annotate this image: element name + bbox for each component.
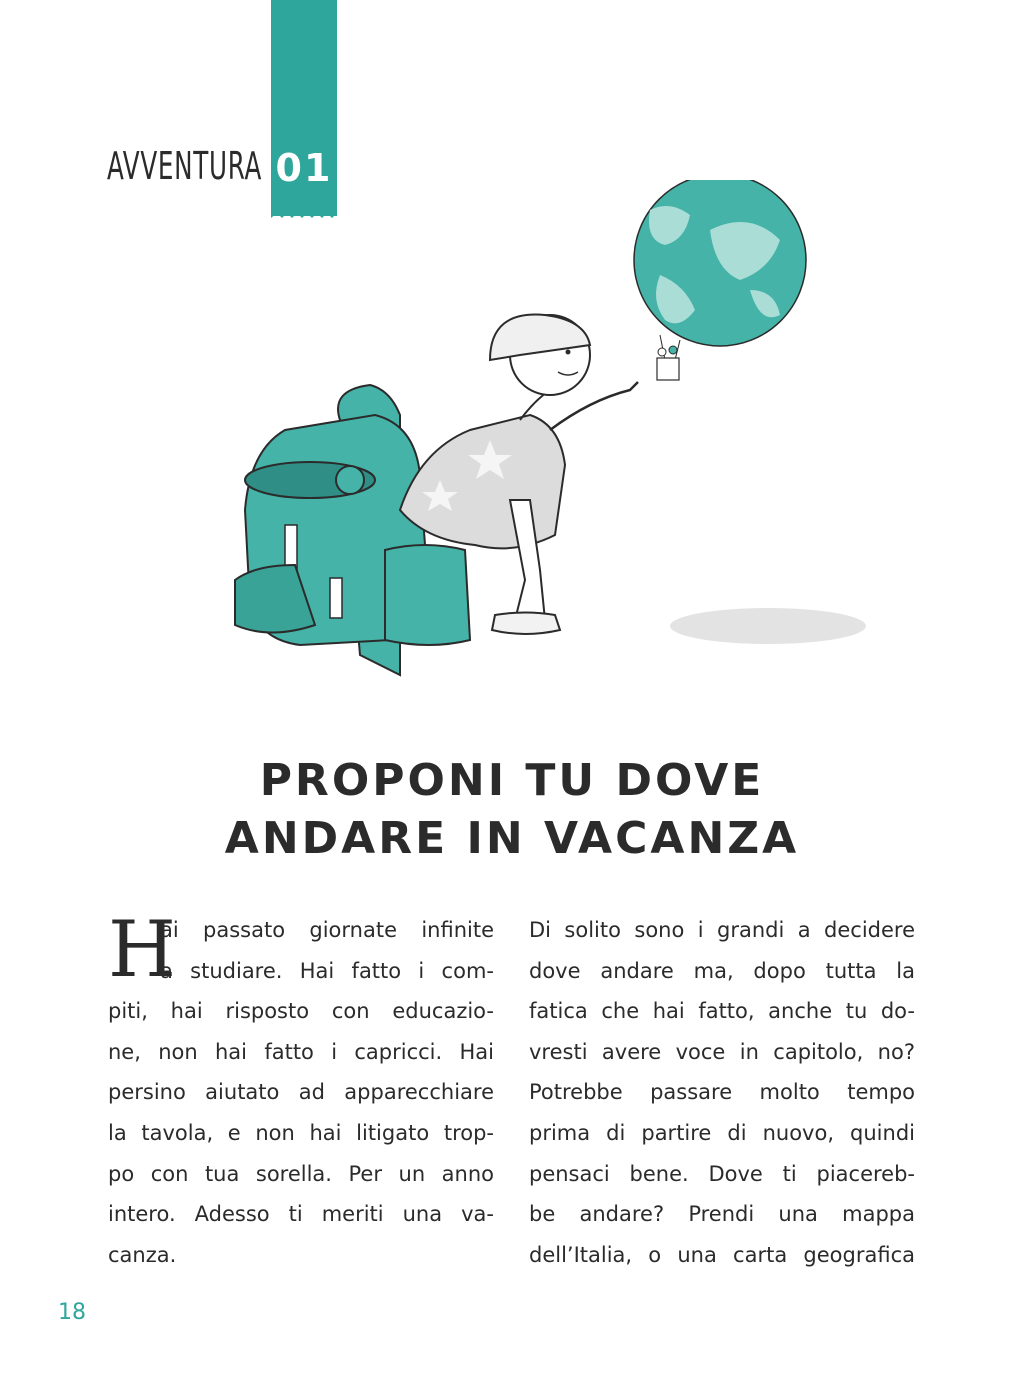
body-line: ai passato giornate infinite <box>160 918 494 942</box>
body-line: dove andare ma, dopo tutta la <box>529 958 915 983</box>
body-line: vresti avere voce in capitolo, no? <box>529 1039 915 1064</box>
chapter-label: AVVENTURA <box>107 144 263 188</box>
body-line: la tavola, e non hai litigato trop- <box>108 1120 494 1145</box>
body-line: fatica che hai fatto, anche tu do- <box>529 999 915 1024</box>
body-line: piti, hai risposto con educazio- <box>108 999 494 1024</box>
body-line: Di solito sono i grandi a decidere <box>529 918 915 942</box>
body-line: Potrebbe passare molto tempo <box>529 1080 915 1105</box>
traveler-illustration <box>190 180 890 680</box>
body-line: be andare? Prendi una mappa <box>529 1202 915 1227</box>
drop-cap: H <box>108 905 177 995</box>
article-title <box>0 752 1024 868</box>
body-line: pensaci bene. Dove ti piacereb- <box>529 1161 915 1186</box>
body-line: po con tua sorella. Per un anno <box>108 1161 494 1186</box>
body-column-left <box>108 905 494 1275</box>
body-line: ne, non hai fatto i capricci. Hai <box>108 1039 494 1064</box>
body-line: intero. Adesso ti meriti una va- <box>108 1202 494 1227</box>
title-line-2: ANDARE IN VACANZA <box>224 813 800 864</box>
body-line: canza. <box>108 1242 177 1267</box>
body-line: prima di partire di nuovo, quindi <box>529 1120 915 1145</box>
body-line: persino aiutato ad apparecchiare <box>108 1080 494 1105</box>
body-line: dell’Italia, o una carta geografica <box>529 1242 915 1267</box>
body-column-right <box>529 910 915 1275</box>
body-line: a studiare. Hai fatto i com- <box>160 958 494 983</box>
globe-balloon-icon <box>634 180 806 380</box>
page-number: 18 <box>58 1300 86 1325</box>
chapter-number: 01 <box>275 146 333 190</box>
title-line-1: PROPONI TU DOVE <box>259 755 765 806</box>
